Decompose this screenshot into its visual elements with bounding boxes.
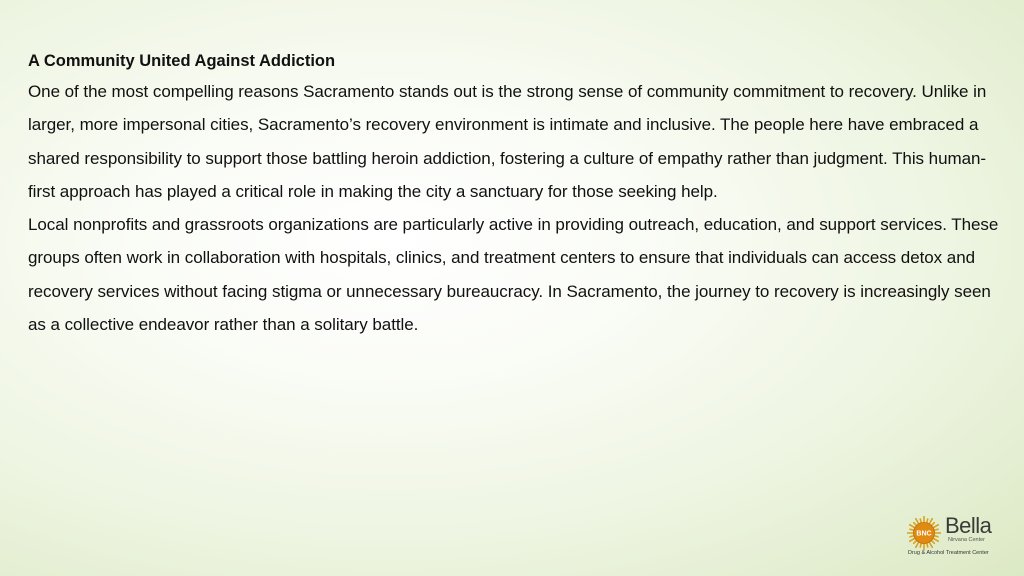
sun-ray [910, 536, 913, 537]
sun-ray [935, 529, 938, 530]
sun-ray [914, 523, 916, 525]
sun-ray [920, 519, 921, 522]
sun-ray [916, 519, 919, 524]
sun-ray [932, 523, 934, 525]
paragraph-2: Local nonprofits and grassroots organizations are particularly active in providing outreach, education, and support services. These groups often work in collaboration with hospitals, clinics, and treatment centers to ensure that individuals can access detox and recovery services without facing stigma or unnecessary bureaucracy. In Sacramento, the journey to recovery is increasingly seen as a collective endeavor rather than a solitary battle. [28, 215, 999, 335]
logo-tagline: Drug & Alcohol Treatment Center [908, 550, 989, 556]
sun-ray [914, 541, 916, 543]
logo-name: Bella [945, 513, 992, 538]
sun-ray [927, 544, 928, 547]
paragraph-1: One of the most compelling reasons Sacramento stands out is the strong sense of community commitment to recovery. Unlike in larger, more impersonal cities, Sacramento’s recovery environment is intimate and inclusive. The people here have embraced a shared responsibility to support those battling heroin addiction, fostering a culture of empathy rather than judgment. This human-first approach has played a critical role in making the city a sanctuary for those seeking help. [28, 82, 987, 201]
document-body [28, 48, 1003, 341]
sun-ray [934, 525, 939, 528]
sun-ray [920, 544, 921, 547]
bella-nirvana-logo [907, 513, 1007, 560]
sun-ray [910, 539, 915, 542]
sun-badge-icon [907, 516, 941, 550]
sun-ray [910, 529, 913, 530]
sun-ray [927, 519, 928, 522]
sun-ray [930, 519, 933, 524]
logo-subtitle: Nirvana Center [948, 537, 985, 543]
sun-ray [930, 543, 933, 548]
sun-ray [934, 539, 939, 542]
section-heading: A Community United Against Addiction [28, 52, 336, 70]
sun-ray [910, 525, 915, 528]
sun-ray [932, 541, 934, 543]
logo-badge-text: BNC [916, 530, 932, 538]
sun-ray [935, 536, 938, 537]
sun-ray [916, 543, 919, 548]
